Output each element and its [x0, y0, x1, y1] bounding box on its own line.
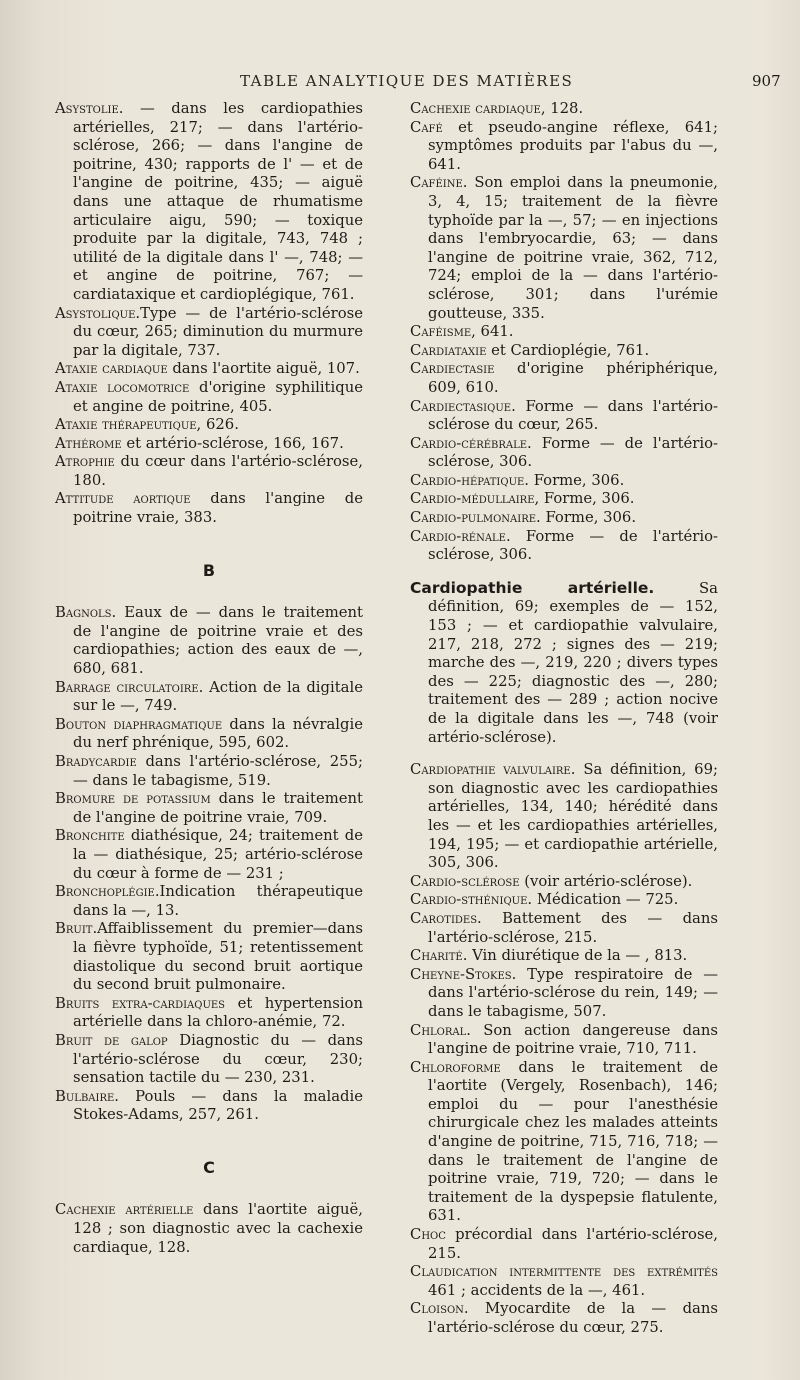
entry-text: — dans les cardiopathies artérielles, 217; — dans l'artério-sclérose, 266; — dans l'angine de poitrine, 430; rapports de l' — et de l'angine de poitrine, 435; — aiguë dans une attaque de rhumatisme articulaire aigu, 590; — toxique produite par la digitale, 743, 748 ; utilité de la digitale dans l' —, 748; — et angine de poitrine, 767; — cardiataxique et cardioplégique, 761. [73, 100, 363, 303]
entry-text: diathésique, 24; traitement de la — diathésique, 25; artério-sclérose du cœur à forme de — 231 ; [73, 827, 363, 882]
entry-headword: Bruit. [55, 920, 98, 938]
index-entry [410, 966, 718, 1022]
entry-headword: Café [410, 118, 443, 136]
index-entry [410, 398, 718, 435]
index-entry [55, 305, 363, 361]
entry-headword: Bagnols. [55, 604, 117, 622]
section-letter-c: C [203, 1157, 215, 1177]
entry-headword: Cachexie cardiaque [410, 100, 541, 117]
entry-headword: Charité. [410, 947, 468, 965]
index-entry [410, 360, 718, 397]
entry-text: dans l'aortite aiguë, 128 ; son diagnostic avec la cachexie cardiaque, 128. [73, 1201, 363, 1256]
entry-headword: Barrage circulatoire. [55, 678, 204, 696]
entry-text: (voir artério-sclérose). [519, 872, 693, 890]
entry-headword: Claudication intermittente des extrémités [410, 1263, 718, 1281]
entry-headword: Cardiectasie [410, 360, 495, 378]
index-entry [410, 1300, 718, 1337]
entry-text: Type — de l'artério-sclérose du cœur, 265; diminution du murmure par la digitale, 737. [73, 304, 363, 359]
entries-right-a [410, 100, 718, 565]
index-entry [410, 100, 718, 119]
entry-headword: Choc [410, 1226, 446, 1244]
entry-headword: Atrophie [55, 453, 115, 471]
entry-text: , 128. [540, 100, 584, 117]
index-entry [55, 100, 363, 305]
index-entry [410, 342, 718, 361]
entry-text: Indication thérapeutique dans la —, 13. [73, 883, 363, 919]
entry-text: Son action dangereuse dans l'angine de poitrine vraie, 710, 711. [428, 1021, 718, 1058]
index-entry [410, 873, 718, 892]
entry-headword: Ataxie thérapeutique [55, 416, 197, 434]
entries-a [55, 100, 363, 528]
index-entry [55, 827, 363, 883]
entry-text: Sa définition, 69; son diagnostic avec les cardiopathies artérielles, 134, 140; hérédité dans les — et les cardiopathies artérielles, 194, 195; — et cardiopathie artérielle, 305, 306. [428, 761, 718, 872]
entry-text: et Cardioplégie, 761. [486, 341, 650, 359]
index-entry [410, 947, 718, 966]
entry-text: d'origine syphilitique et angine de poitrine, 405. [73, 378, 363, 415]
entry-headword: Cardiopathie valvulaire. [410, 761, 576, 779]
entry-text: d'origine phériphérique, 609, 610. [428, 360, 718, 396]
index-entry [410, 910, 718, 947]
entry-headword: Cardio-médullaire, [410, 490, 540, 508]
entry-text: dans l'angine de poitrine vraie, 383. [73, 490, 363, 527]
left-column [55, 100, 363, 1257]
entry-headword: Cardio-sclérose [410, 872, 520, 890]
entry-text: du cœur dans l'artério-sclérose, 180. [73, 453, 363, 489]
entry-text: Forme — dans l'artério-sclérose du cœur, 265. [428, 397, 718, 434]
index-entry [410, 472, 718, 491]
index-entry [55, 416, 363, 435]
index-entry [55, 883, 363, 920]
entry-headword: Cardio-pulmonaire. [410, 509, 541, 527]
entry-headword: Cardiataxie [410, 341, 487, 359]
entry-text: Forme, 306. [529, 471, 625, 489]
entry-headword: Cardio-hépatique. [410, 471, 529, 489]
entry-headword: Bulbaire. [55, 1087, 119, 1105]
entry-text: Forme, 306. [540, 509, 637, 527]
entry-headword: Cardiopathie artérielle. [410, 578, 655, 597]
entry-headword: Ataxie locomotrice [55, 378, 190, 396]
entry-text: Action de la digitale sur le —, 749. [73, 678, 363, 715]
index-entry [410, 174, 718, 323]
entry-headword: Chloral. [410, 1021, 471, 1039]
entry-text: , 626. [196, 416, 239, 434]
index-entry [410, 1022, 718, 1059]
index-entry [55, 379, 363, 416]
entry-headword: Bronchoplégie. [55, 883, 160, 901]
entries-right-b [410, 761, 718, 1337]
index-entry [55, 604, 363, 678]
entry-headword: Cloison. [410, 1300, 469, 1318]
index-entry [410, 891, 718, 910]
right-column [410, 100, 718, 1338]
entry-text: Forme — de l'artério-sclérose, 306. [428, 527, 718, 564]
entry-headword: Cachexie artérielle [55, 1201, 194, 1219]
entry-text: Vin diurétique de la — , 813. [467, 947, 688, 965]
entry-headword: Chloroforme [410, 1058, 501, 1076]
section-letter-b: B [202, 560, 216, 580]
entry-headword: Caféine. [410, 174, 468, 192]
entry-text: Type respiratoire de — dans l'artério-sclérose du rein, 149; — dans le tabagisme, 507. [428, 965, 718, 1020]
index-entry [55, 1201, 363, 1257]
index-entry [55, 753, 363, 790]
index-entry [410, 761, 718, 873]
entry-headword: Cardio-rénale. [410, 527, 511, 545]
entry-headword: Cardiectasique. [410, 397, 516, 415]
entry-headword: Asystolie. [55, 100, 124, 117]
entry-text: Myocardite de la — dans l'artério-sclérose du cœur, 275. [428, 1300, 718, 1336]
index-entry [410, 1226, 718, 1263]
index-entry [410, 528, 718, 565]
entry-headword: Cheyne-Stokes. [410, 965, 517, 983]
index-entry [55, 360, 363, 379]
entry-text: et hypertension artérielle dans la chloro-anémie, 72. [73, 994, 363, 1031]
index-entry [410, 579, 718, 747]
entry-text: Battement des — dans l'artério-sclérose, 215. [428, 909, 718, 946]
entry-text: dans l'aortite aiguë, 107. [167, 360, 360, 378]
header-title: TABLE ANALYTIQUE DES MATIÈRES [240, 72, 574, 90]
entry-text: 461 ; accidents de la —, 461. [428, 1281, 646, 1299]
entry-text: Sa définition, 69; exemples de — 152, 153 ; — et cardiopathie valvulaire, 217, 218, 272 ; signes des — 219; marche des —, 219, 220 ; divers types des — 225; diagnostic des —, 280; traitement des — 289 ; action nocive de la digitale dans les —, 748 (voir artério-sclérose). [428, 579, 718, 746]
entries-c [55, 1201, 363, 1257]
entry-text: et pseudo-angine réflexe, 641; symptômes produits par l'abus du —, 641. [428, 118, 718, 173]
index-entry [410, 323, 718, 342]
entry-headword: Bouton diaphragmatique [55, 715, 223, 733]
index-entry [410, 1263, 718, 1300]
entry-headword: Bruits extra-cardiaques [55, 994, 226, 1012]
entry-headword: Bruit de galop [55, 1031, 168, 1049]
index-entry [410, 509, 718, 528]
entry-headword: Carotides. [410, 909, 482, 927]
index-entry [55, 920, 363, 994]
entry-text: précordial dans l'artério-sclérose, 215. [428, 1226, 718, 1262]
index-entry [55, 679, 363, 716]
entry-headword: Bradycardie [55, 753, 137, 770]
entry-text: Diagnostic du — dans l'artério-sclérose du cœur, 230; sensation tactile du — 230, 231. [73, 1031, 364, 1087]
entry-text: , 641. [471, 323, 514, 341]
entry-headword: Athérome [55, 434, 122, 452]
entry-text: dans le traitement de l'aortite (Vergely, Rosenbach), 146; emploi du — pour l'anesthésie chirurgicale chez les malades atteints d'angine de poitrine, 715, 716, 718; — dans le traitement de l'angine de poitrine vraie, 719, 720; — dans le traitement de la dyspepsie flatulente, 631. [428, 1058, 718, 1225]
entry-headword: Cardio-sthénique. [410, 891, 533, 909]
entry-text: dans le traitement de l'angine de poitrine vraie, 709. [73, 790, 363, 826]
entry-headword: Bromure de potassium [55, 790, 211, 808]
index-entry [410, 1059, 718, 1226]
entry-text: Forme — de l'artério-sclérose, 306. [428, 434, 718, 471]
index-entry [55, 490, 363, 527]
entries-right-bold [410, 579, 718, 747]
entry-text: Affaiblissement du premier—dans la fièvre typhoïde, 51; retentissement diastolique du second bruit aortique du second bruit pulmonaire. [73, 920, 363, 994]
index-entry [410, 435, 718, 472]
entry-text: Pouls — dans la maladie Stokes-Adams, 257, 261. [73, 1087, 363, 1124]
page-number: 907 [752, 72, 781, 90]
entry-headword: Caféisme [410, 323, 472, 341]
entry-headword: Ataxie cardiaque [55, 360, 168, 378]
entry-text: dans la névralgie du nerf phrénique, 595, 602. [73, 715, 363, 752]
entry-headword: Bronchite [55, 827, 125, 845]
index-entry [55, 435, 363, 454]
entry-text: Médication — 725. [532, 891, 679, 909]
entry-headword: Cardio-cérébrale. [410, 434, 532, 452]
index-entry [55, 1032, 363, 1088]
entry-text: et artério-sclérose, 166, 167. [121, 434, 344, 452]
entry-text: dans l'artério-sclérose, 255; — dans le tabagisme, 519. [73, 753, 363, 789]
index-entry [410, 490, 718, 509]
entry-text: Forme, 306. [539, 490, 635, 508]
entry-text: Son emploi dans la pneumonie, 3, 4, 15; traitement de la fièvre typhoïde par la —, 57; — en injections dans l'embryocardie, 63; — dans l'angine de poitrine vraie, 362, 712, 724; emploi de la — dans l'artério-sclérose, 301; dans l'urémie goutteuse, 335. [428, 174, 718, 322]
running-header [240, 72, 660, 90]
entry-text: Eaux de — dans le traitement de l'angine de poitrine vraie et des cardiopathies; action des eaux de —, 680, 681. [73, 604, 363, 678]
index-entry [410, 119, 718, 175]
entries-b [55, 604, 363, 1125]
entry-headword: Attitude aortique [55, 490, 191, 508]
index-entry [55, 995, 363, 1032]
entry-headword: Asystolique. [55, 304, 141, 322]
index-entry [55, 1088, 363, 1125]
index-entry [55, 453, 363, 490]
index-entry [55, 716, 363, 753]
index-entry [55, 790, 363, 827]
